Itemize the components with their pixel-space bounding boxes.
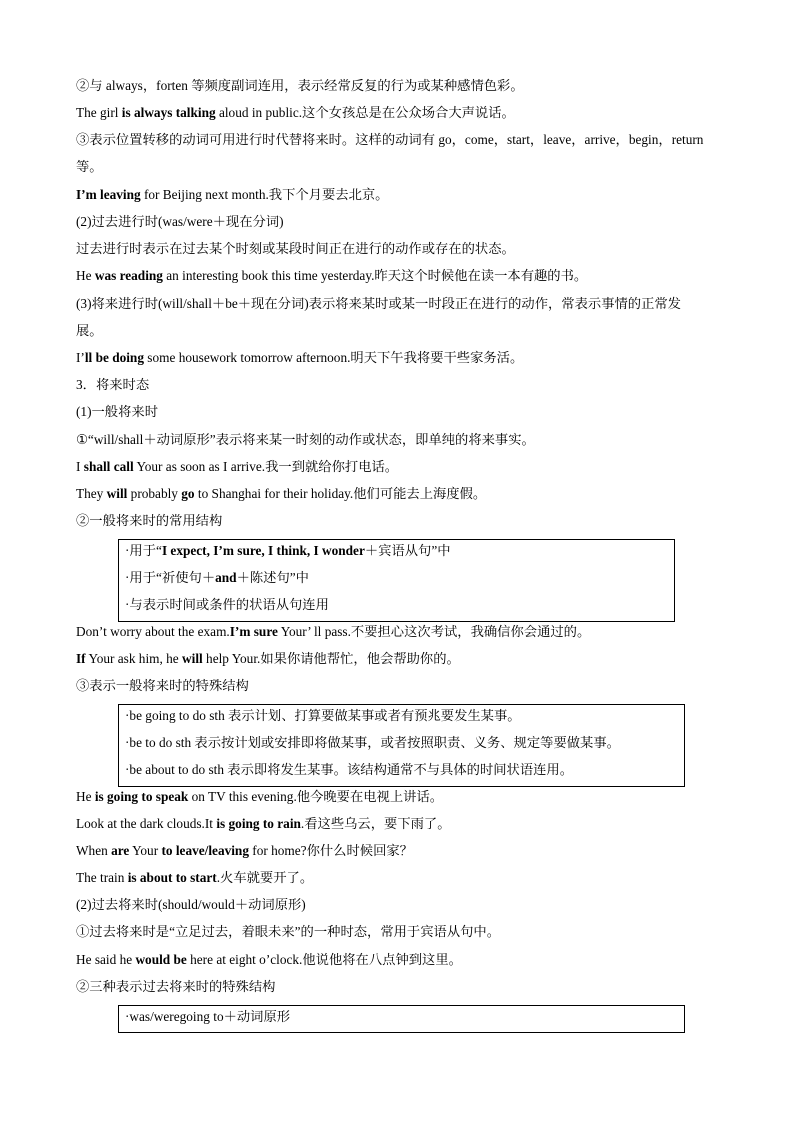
example-line [76,349,523,367]
text-line: ①“will/shall＋动词原形”表示将来某一时刻的动作或状态，即单纯的将来事实。 [76,432,535,447]
text-run: Look at the dark clouds.It [76,816,217,831]
structure-box [118,539,675,622]
text-run: He [76,268,95,283]
text-run: for Beijing next month.我下个月要去北京。 [140,187,389,202]
example-line [76,485,486,503]
bold-run: will [106,486,128,501]
bold-run: is going to speak [94,789,189,804]
example-line [76,267,587,285]
box-line: ·was/weregoing to＋动词原形 [125,1009,291,1024]
bold-run: go [181,486,195,501]
text-run: .看这些乌云，要下雨了。 [300,816,451,831]
text-run: ·用于“ [125,543,162,558]
text-run: an interesting book this time yesterday.昨天这个时候他在读一本有趣的书。 [162,268,588,283]
text-run: The girl [76,105,122,120]
example-line [76,650,460,668]
example-line [76,623,590,641]
text-run: .火车就要开了。 [216,870,314,885]
bold-run: was reading [94,268,163,283]
text-run: When [76,843,112,858]
text-line: 等。 [76,159,103,174]
bold-run: If [76,651,86,666]
example-line [76,951,462,969]
text-run: help Your.如果你请他帮忙，他会帮助你的。 [202,651,460,666]
bold-run: ll be doing [84,350,144,365]
bold-run: is about to start [127,870,217,885]
example-line [76,186,388,204]
bold-run: is going to rain [216,816,301,831]
example-line [76,869,313,887]
bold-run: I expect, I’m sure, I think, I wonder [161,543,365,558]
text-line: ②与 always，forten 等频度副词连用，表示经常反复的行为或某种感情色彩。 [76,78,524,93]
text-line: 过去进行时表示在过去某个时刻或某段时间正在进行的动作或存在的状态。 [76,241,515,256]
example-line [76,788,443,806]
section-heading: (2)过去进行时(was/were＋现在分词) [76,214,284,229]
text-run: for home?你什么时候回家？ [248,843,413,858]
text-run: probably [127,486,182,501]
bold-run: shall call [83,459,134,474]
structure-box [118,1005,685,1033]
section-heading: (1)一般将来时 [76,404,158,419]
text-line: ③表示位置转移的动词可用进行时代替将来时。这样的动词有 go，come，start，leave，arrive，begin，return [76,132,704,147]
bold-run: I’m leaving [76,187,141,202]
structure-box [118,704,685,787]
text-run: aloud in public.这个女孩总是在公众场合大声说话。 [215,105,515,120]
box-line: ·be going to do sth 表示计划、打算要做某事或者有预兆要发生某事。 [125,708,521,723]
box-line: ·与表示时间或条件的状语从句连用 [125,597,329,612]
text-run: Your ask him, he [85,651,183,666]
text-run: Your’ ll pass.不要担心这次考试，我确信你会通过的。 [277,624,591,639]
text-run: some housework tomorrow afternoon.明天下午我将要干些家务活。 [143,350,524,365]
text-run: Your [129,843,162,858]
bold-run: are [111,843,130,858]
text-run: here at eight o’clock.他说他将在八点钟到这里。 [186,952,462,967]
bold-run: will [182,651,203,666]
example-line [76,842,413,860]
bold-run: and [215,570,237,585]
box-line [125,569,309,587]
box-line: ·be to do sth 表示按计划或安排即将做某事，或者按照职责、义务、规定等要做某事。 [125,735,620,750]
text-run: Your as soon as I arrive.我一到就给你打电话。 [133,459,399,474]
bold-run: would be [135,952,187,967]
text-run: on TV this evening.他今晚要在电视上讲话。 [188,789,444,804]
text-run: He [76,789,95,804]
text-line: ③表示一般将来时的特殊结构 [76,678,249,693]
text-run: He said he [76,952,136,967]
bold-run: to leave/leaving [161,843,249,858]
text-run: They [76,486,107,501]
section-heading: 3．将来时态 [76,377,150,392]
text-run: The train [76,870,128,885]
box-line [125,542,451,560]
text-run: ＋宾语从句”中 [364,543,451,558]
bold-run: I’m sure [229,624,278,639]
box-line: ·be about to do sth 表示即将发生某事。该结构通常不与具体的时间状语连用。 [125,762,574,777]
text-run: I’ [76,350,85,365]
text-line: ①过去将来时是“立足过去，着眼未来”的一种时态，常用于宾语从句中。 [76,924,501,939]
text-line: 展。 [76,323,103,338]
section-heading: (2)过去将来时(should/would＋动词原形) [76,897,306,912]
section-heading: (3)将来进行时(will/shall＋be＋现在分词)表示将来某时或某一时段正在进行的动作，常表示事情的正常发 [76,296,681,311]
text-line: ②三种表示过去将来时的特殊结构 [76,979,276,994]
text-run: I [76,459,84,474]
text-run: ＋陈述句”中 [236,570,309,585]
bold-run: is always talking [121,105,216,120]
example-line [76,815,451,833]
example-line [76,458,398,476]
text-line: ②一般将来时的常用结构 [76,513,223,528]
text-run: to Shanghai for their holiday.他们可能去上海度假。 [194,486,487,501]
example-line [76,104,515,122]
text-run: ·用于“祈使句＋ [125,570,216,585]
text-run: Don’t worry about the exam. [76,624,230,639]
